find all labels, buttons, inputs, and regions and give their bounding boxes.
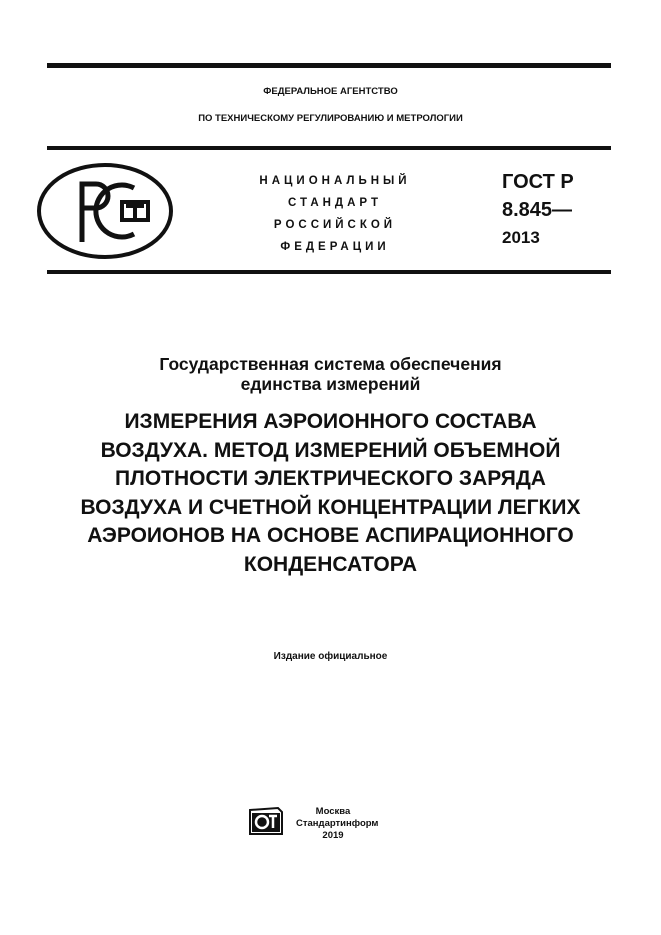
rst-logo-icon [36, 162, 174, 260]
publisher-city: Москва [315, 806, 351, 817]
publication-year: 2019 [322, 830, 344, 841]
edition-note: Издание официальное [273, 651, 388, 662]
standard-type-line: РОССИЙСКОЙ [273, 219, 397, 231]
title-line: ИЗМЕРЕНИЯ АЭРОИОННОГО СОСТАВА [124, 410, 537, 433]
subtitle-line: единства измерений [240, 374, 421, 394]
title-line: АЭРОИОНОВ НА ОСНОВЕ АСПИРАЦИОННОГО [87, 524, 574, 547]
standard-type [230, 170, 440, 258]
agency-line-2: ПО ТЕХНИЧЕСКОМУ РЕГУЛИРОВАНИЮ И МЕТРОЛОГИИ [198, 113, 463, 124]
header-rule-top [47, 146, 611, 150]
designation-line: ГОСТ Р [502, 171, 574, 193]
publisher-name: Стандартинформ [296, 818, 379, 829]
top-rule [47, 63, 611, 68]
agency-line-1: ФЕДЕРАЛЬНОЕ АГЕНТСТВО [263, 86, 398, 97]
subtitle [0, 354, 661, 394]
title-line: ВОЗДУХА. МЕТОД ИЗМЕРЕНИЙ ОБЪЕМНОЙ [100, 438, 561, 462]
standartinform-logo-icon [248, 806, 286, 836]
designation-line: 8.845— [502, 199, 573, 221]
title-line: ПЛОТНОСТИ ЭЛЕКТРИЧЕСКОГО ЗАРЯДА [115, 467, 546, 490]
standard-type-line: НАЦИОНАЛЬНЫЙ [259, 175, 411, 187]
subtitle-line: Государственная система обеспечения [159, 354, 502, 374]
standard-type-line: СТАНДАРТ [288, 197, 382, 209]
header-rule-bottom [47, 270, 611, 274]
publisher-info [296, 806, 379, 842]
title-line: КОНДЕНСАТОРА [243, 552, 418, 576]
standard-type-line: ФЕДЕРАЦИИ [280, 241, 390, 253]
title-line: ВОЗДУХА И СЧЕТНОЙ КОНЦЕНТРАЦИИ ЛЕГКИХ [80, 495, 581, 519]
designation-line: 2013 [502, 228, 540, 247]
standard-designation [502, 168, 574, 252]
document-title [0, 408, 661, 579]
